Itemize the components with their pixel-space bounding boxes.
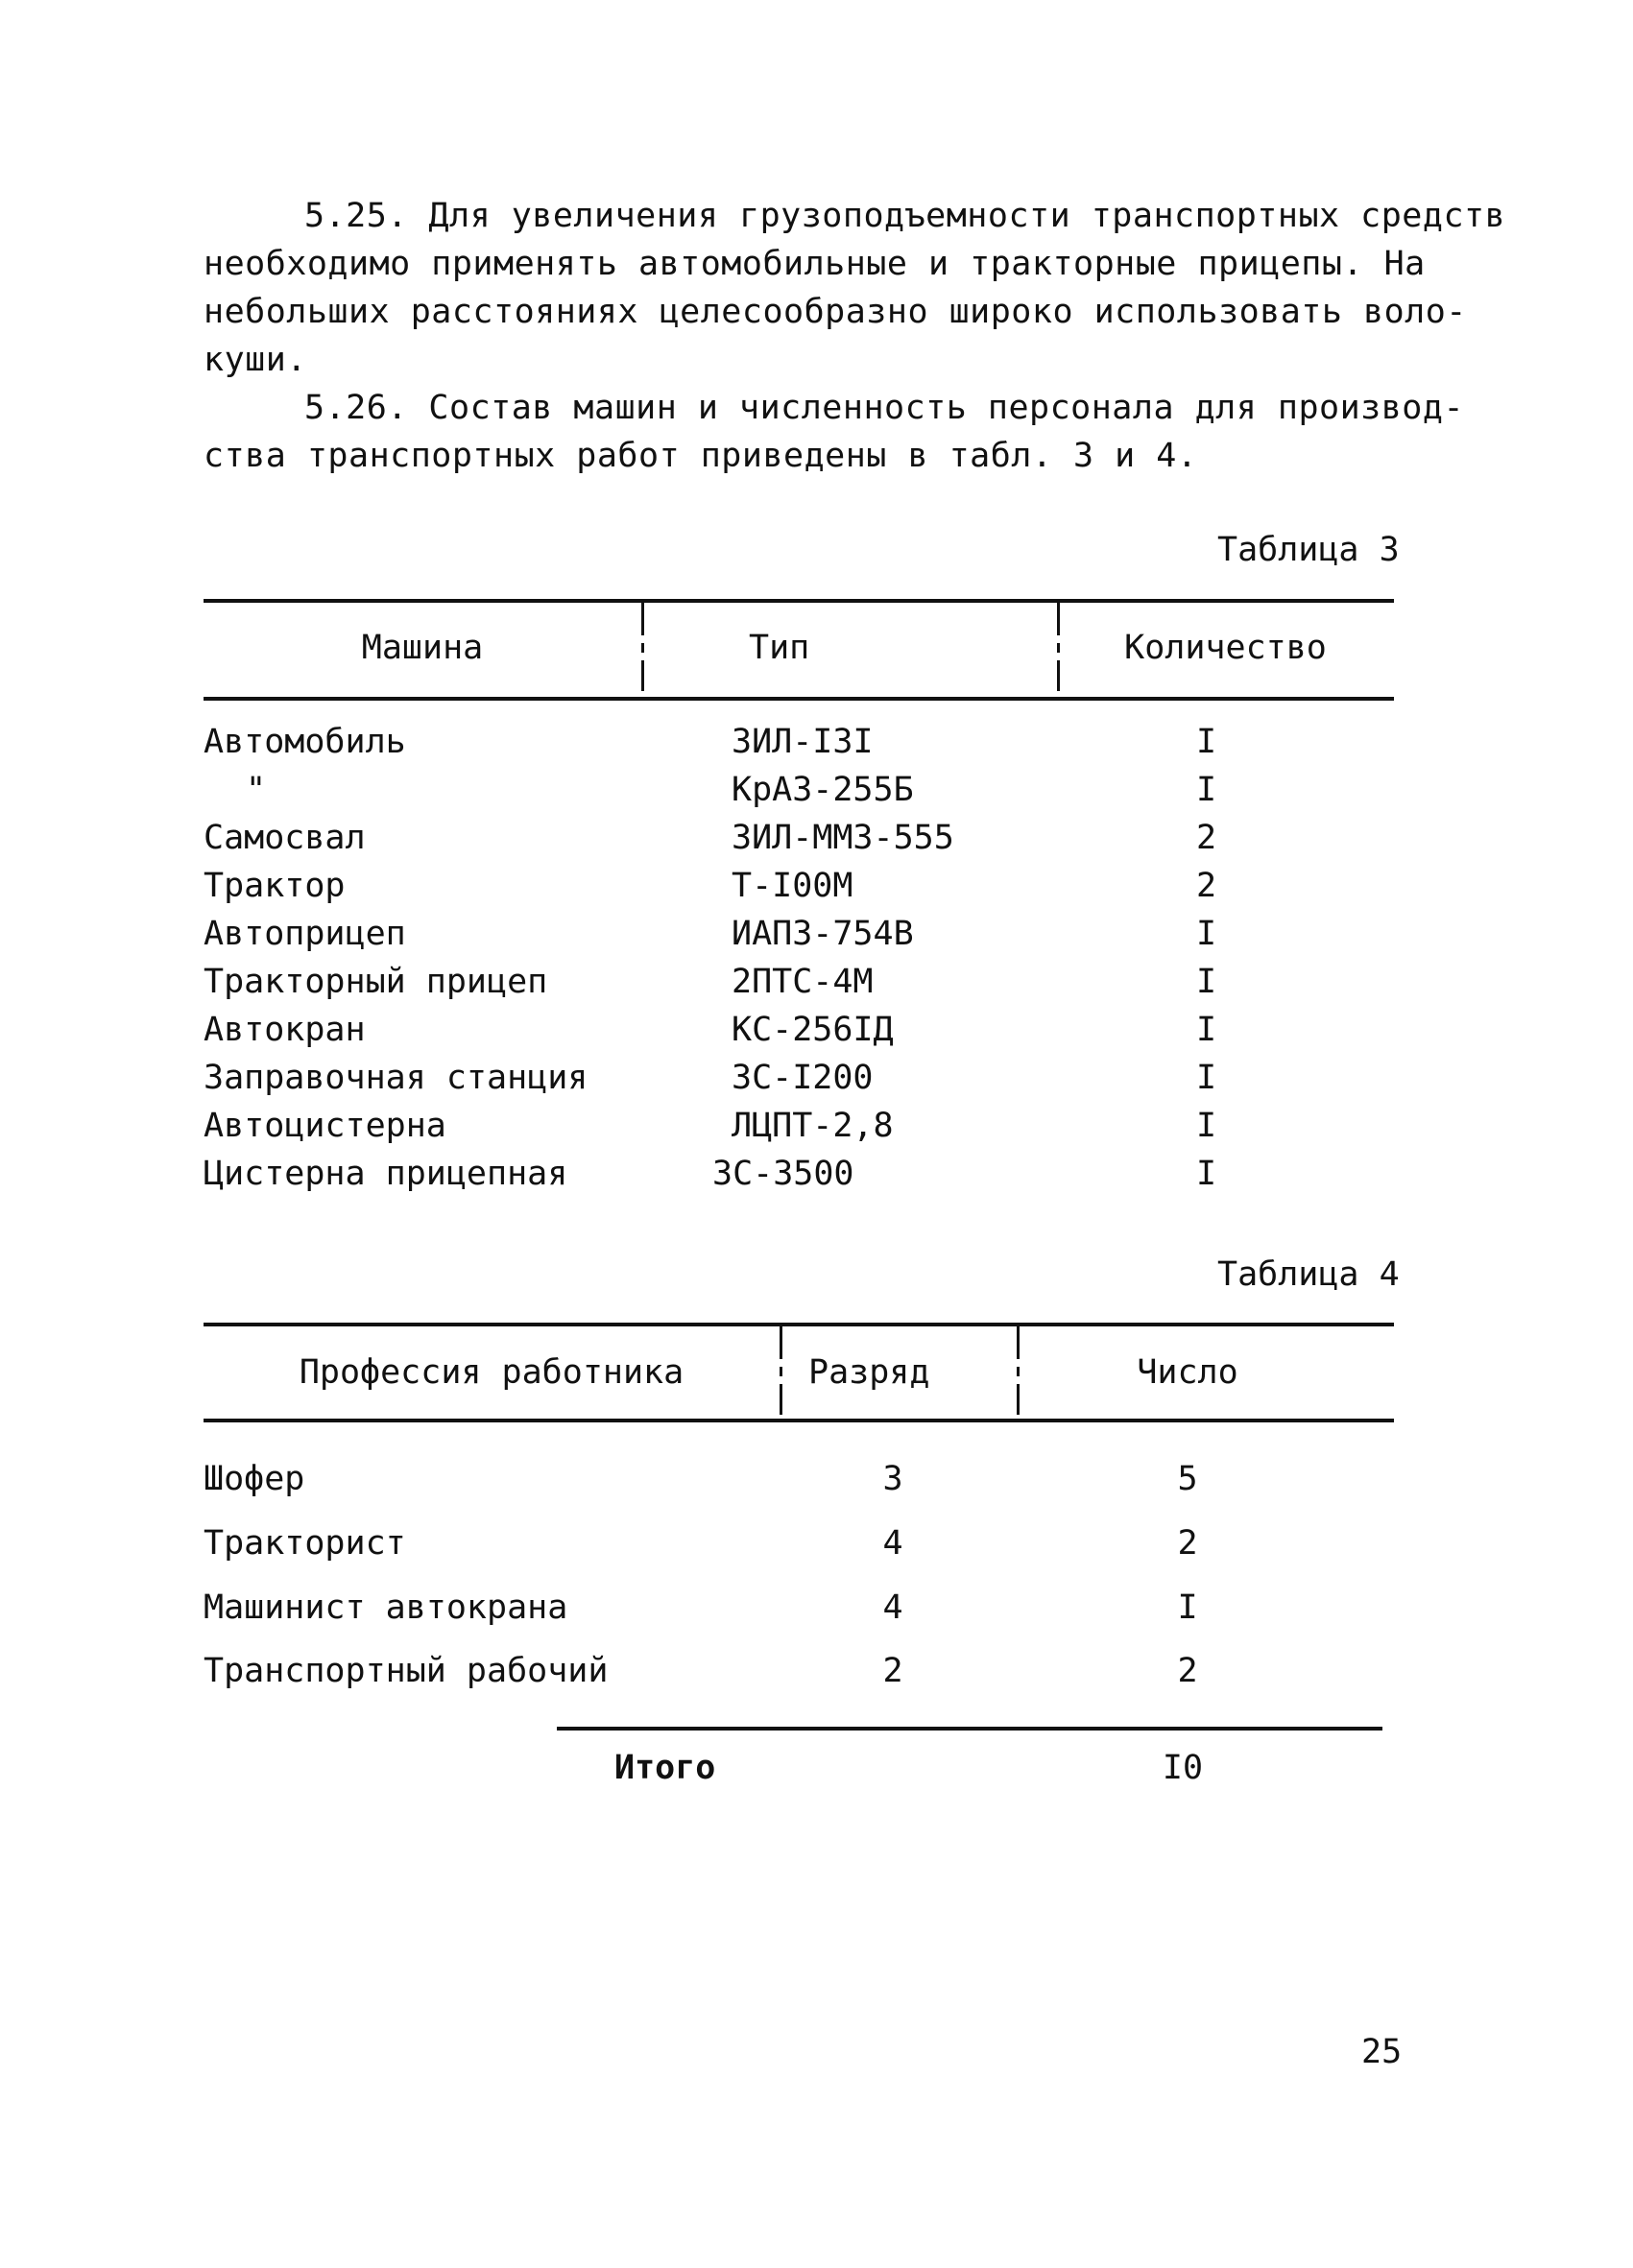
table4-header-grade: Разряд: [808, 1353, 930, 1392]
table4-count: 5: [1177, 1460, 1198, 1498]
paragraph-line: куши.: [204, 341, 307, 379]
table3-quantity: I: [1196, 1011, 1217, 1049]
table3-machine: Цистерна прицепная: [204, 1155, 568, 1193]
table3-machine: ": [246, 771, 267, 809]
table3-type: ЗИЛ-I3I: [732, 723, 874, 761]
table3-machine: Самосвал: [204, 819, 366, 857]
table3-machine: Тракторный прицеп: [204, 963, 548, 1001]
table4-grade: 2: [882, 1652, 903, 1690]
table3-quantity: I: [1196, 723, 1217, 761]
table3-quantity: 2: [1196, 867, 1217, 905]
paragraph-line: небольших расстояниях целесообразно широко использовать воло-: [204, 293, 1467, 331]
table3-header-rule: [204, 697, 1394, 701]
table4-count: I: [1177, 1588, 1198, 1627]
table3-quantity: 2: [1196, 819, 1217, 857]
table3-type: ЗИЛ-ММЗ-555: [732, 819, 954, 857]
table4-grade: 4: [882, 1588, 903, 1627]
table4-header-rule: [204, 1419, 1394, 1422]
table3-machine: Автоприцеп: [204, 915, 406, 953]
table4-header-count: Число: [1137, 1353, 1238, 1392]
paragraph-5-25: [204, 192, 1506, 384]
table4-profession: Машинист автокрана: [204, 1588, 568, 1627]
table4-profession: Шофер: [204, 1460, 305, 1498]
paragraph-line: ства транспортных работ приведены в табл. 3 и 4.: [204, 437, 1198, 475]
table3-machine: Автоцистерна: [204, 1107, 446, 1145]
table3-quantity: I: [1196, 963, 1217, 1001]
page-number: 25: [1361, 2033, 1403, 2071]
paragraph-line: необходимо применять автомобильные и тракторные прицепы. На: [204, 245, 1426, 283]
table3-type: 2ПТС-4М: [732, 963, 874, 1001]
table3-type: КС-256IД: [732, 1011, 894, 1049]
table4-grade: 4: [882, 1524, 903, 1563]
table3-quantity: I: [1196, 1059, 1217, 1097]
paragraph-line: 5.26. Состав машин и численность персонала для производ-: [304, 389, 1465, 427]
table4-count: 2: [1177, 1524, 1198, 1563]
table4-total-label: Итого: [614, 1749, 716, 1787]
table3-type: КрАЗ-255Б: [732, 771, 914, 809]
table4-profession: Транспортный рабочий: [204, 1652, 609, 1690]
table4-caption: Таблица 4: [1217, 1255, 1400, 1294]
table3-quantity: I: [1196, 1155, 1217, 1193]
table3-type: ЗС-3500: [712, 1155, 854, 1193]
table3-machine: Заправочная станция: [204, 1059, 588, 1097]
table4-grade: 3: [882, 1460, 903, 1498]
table3-machine: Автомобиль: [204, 723, 406, 761]
table3-header-quantity: Количество: [1124, 629, 1327, 667]
table3-quantity: I: [1196, 915, 1217, 953]
table3-top-rule: [204, 599, 1394, 603]
paragraph-line: 5.25. Для увеличения грузоподъемности транспортных средств: [304, 197, 1506, 235]
table3-type: ЗС-I200: [732, 1059, 874, 1097]
table4-top-rule: [204, 1323, 1394, 1326]
table3-type: Т-I00М: [732, 867, 853, 905]
table3-quantity: I: [1196, 1107, 1217, 1145]
table3-type: ИАПЗ-754В: [732, 915, 914, 953]
table4-total-rule: [557, 1727, 1382, 1731]
table4-count: 2: [1177, 1652, 1198, 1690]
table3-machine: Трактор: [204, 867, 346, 905]
table3-header-type: Тип: [749, 629, 810, 667]
table3-caption: Таблица 3: [1217, 531, 1400, 569]
table4-header-profession: Профессия работника: [299, 1353, 684, 1392]
table4-col-divider: [780, 1326, 782, 1415]
paragraph-5-26: [204, 384, 1465, 480]
table3-col-divider: [641, 603, 644, 691]
table4-total-value: I0: [1162, 1749, 1204, 1787]
table3-quantity: I: [1196, 771, 1217, 809]
table3-type: ЛЦПТ-2,8: [732, 1107, 894, 1145]
table3-machine: Автокран: [204, 1011, 366, 1049]
table3-header-machine: Машина: [361, 629, 484, 667]
table4-profession: Тракторист: [204, 1524, 406, 1563]
